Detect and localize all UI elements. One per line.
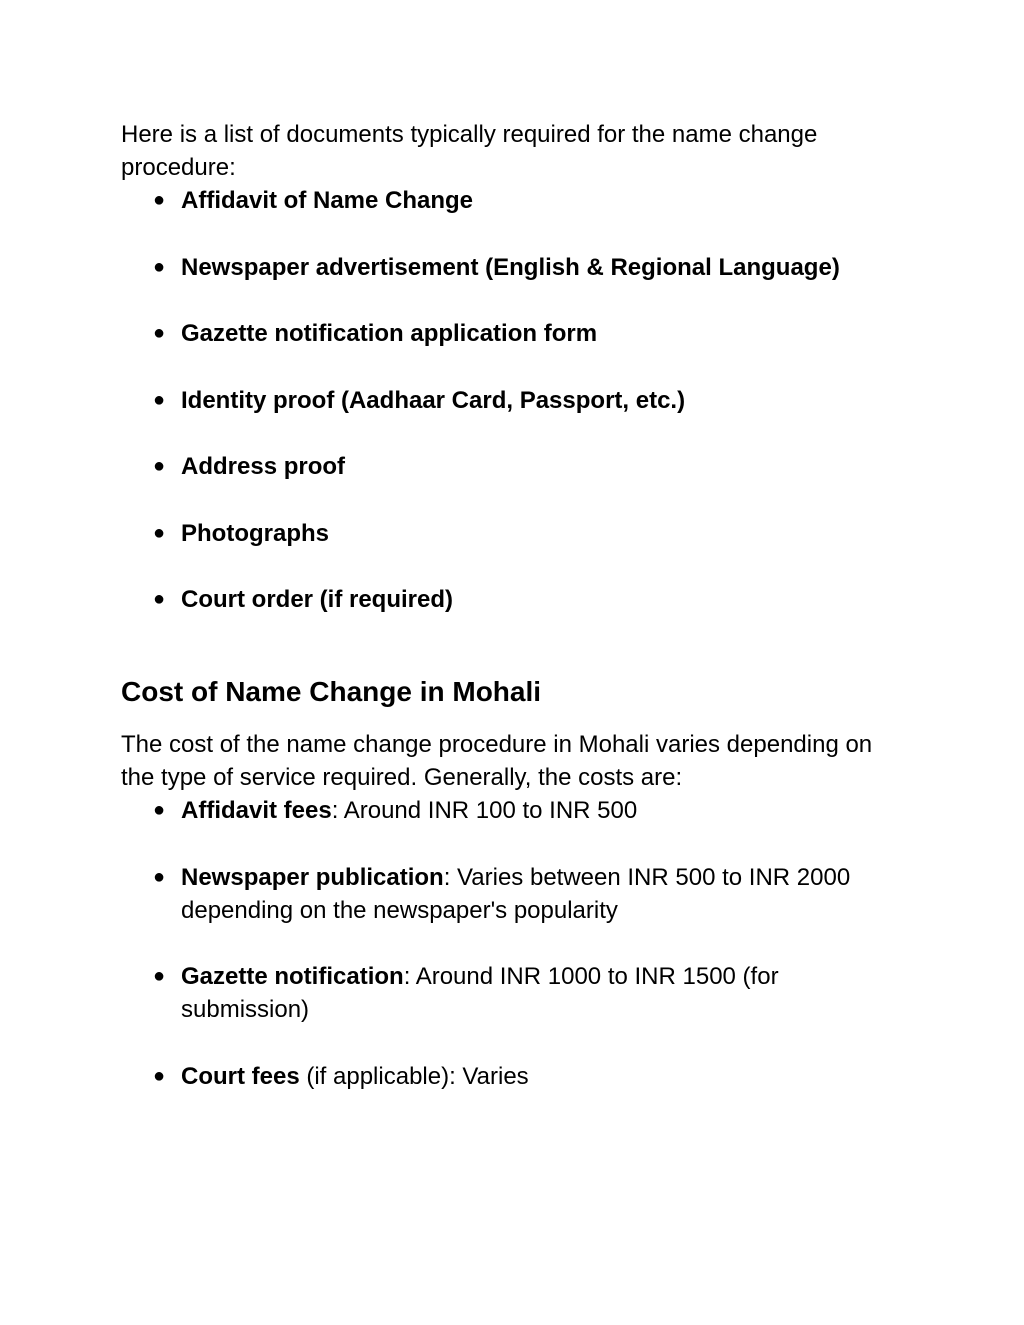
required-documents-list [121,184,901,616]
bullet-icon: ● [153,588,166,610]
bullet-icon: ● [153,865,166,888]
list-item [121,251,901,284]
list-item [121,384,901,417]
bullet-icon: ● [153,799,166,821]
document-name: Newspaper advertisement (English & Regional Language) [181,253,840,281]
list-item [121,794,901,827]
cost-detail: : Around INR 100 to INR 500 [331,797,638,824]
list-item [121,1060,901,1093]
document-name: Affidavit of Name Change [181,187,474,214]
bullet-icon: ● [153,322,166,344]
cost-section-heading: Cost of Name Change in Mohali [121,676,542,707]
document-page [121,118,901,1093]
cost-label: Gazette notification [181,963,404,990]
list-item [121,517,901,550]
bullet-icon: ● [153,1064,166,1087]
cost-detail: : Varies between INR 500 to INR 2000 depending on the newspaper's popularity [181,863,851,924]
cost-intro-paragraph: The cost of the name change procedure in Mohali varies depending on the type of service required. Generally, the costs are: [121,731,873,791]
list-item [121,184,901,217]
bullet-icon: ● [153,189,166,211]
cost-detail: : Around INR 1000 to INR 1500 (for submission) [181,963,779,1023]
cost-label: Affidavit fees [181,797,332,824]
document-name: Gazette notification application form [181,320,598,347]
document-name: Address proof [181,453,346,480]
cost-label: Court fees [181,1062,300,1090]
list-item [121,583,901,616]
bullet-icon: ● [153,965,166,987]
bullet-icon: ● [153,255,166,278]
document-name: Identity proof (Aadhaar Card, Passport, etc.) [181,386,686,414]
bullet-icon: ● [153,388,166,411]
list-item [121,960,901,1026]
list-item [121,861,901,927]
bullet-icon: ● [153,455,166,477]
bullet-icon: ● [153,521,166,544]
cost-detail: (if applicable): Varies [299,1062,529,1090]
costs-list [121,794,901,1093]
list-item [121,317,901,350]
list-item [121,450,901,483]
document-name: Court order (if required) [181,586,454,613]
cost-label: Newspaper publication [181,863,444,891]
intro-paragraph: Here is a list of documents typically required for the name change procedure: [121,121,818,181]
document-name: Photographs [181,519,329,547]
